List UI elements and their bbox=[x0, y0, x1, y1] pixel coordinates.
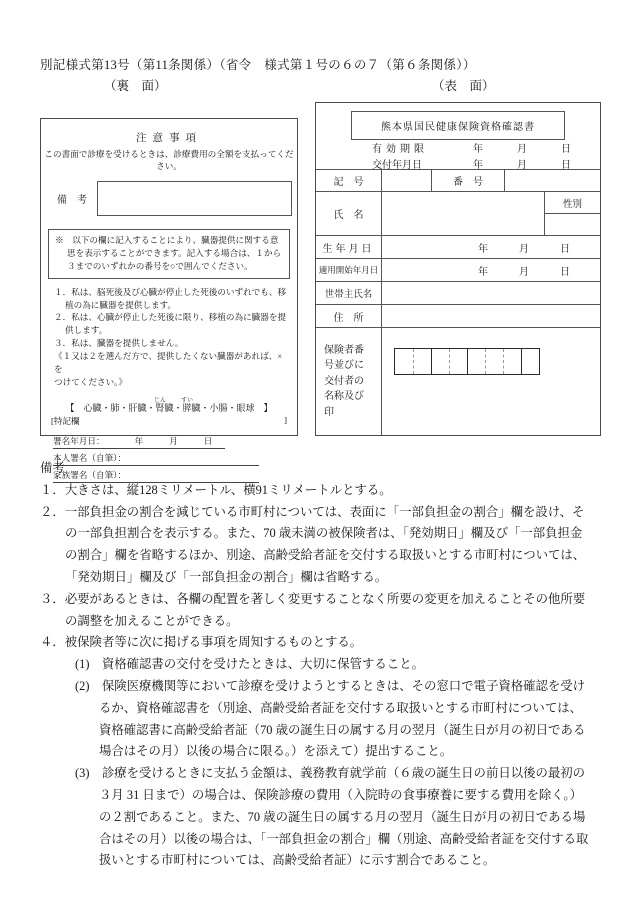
notice-body: この書面で診療を受けるときは、診療費用の全額を支払ってください。 bbox=[44, 149, 294, 171]
valid-until-month: 月 bbox=[517, 144, 527, 155]
issue-date-label: 交付年月日 bbox=[372, 160, 422, 171]
apply-start-year: 年 bbox=[478, 266, 488, 278]
valid-until-label: 有効期限 bbox=[372, 144, 428, 155]
donor-note-line-1: 《１又は２を選んだ方で、提供したくない臓器があれば、×を bbox=[54, 351, 283, 375]
note-item-4-3: (3) 診療を受けるときに支払う金額は、義務教育就学前（６歳の誕生日の前日以後の最初の３月 31 日まで）の場合は、保険診療の費用（入院時の食事療養に要する費用を除く。）の２割であること。また、70 歳の誕生日の属する月の翌月（誕生日が月の初日である場合はその月）以後の場合は、「一部負担金の割合」欄（別途、高齢受給者証を交付する取扱いとする市町村については、高齢受給者証）に示す割合であること。 bbox=[75, 766, 589, 868]
signature-date-year: 年 bbox=[134, 435, 144, 446]
name-label: 氏 名 bbox=[316, 192, 382, 235]
insurer-row bbox=[316, 327, 600, 435]
apply-start-label: 適用開始年月日 bbox=[316, 259, 382, 281]
special-field-close: ] bbox=[284, 414, 287, 425]
organ-list-post: 臓・小腸・眼球 】 bbox=[191, 402, 273, 413]
insurer-digit-box[interactable] bbox=[521, 349, 539, 374]
organ-list-mid: 臓・ bbox=[164, 402, 183, 413]
birth-day: 日 bbox=[560, 243, 570, 255]
donor-intro-box bbox=[48, 229, 290, 279]
donor-options bbox=[54, 286, 287, 389]
sex-column bbox=[544, 192, 600, 235]
insurer-digit-box[interactable] bbox=[449, 349, 467, 374]
note-item-2: ２．一部負担金の割合を減じている市町村については、表面に「一部負担金の割合」欄を設け、その一部負担割合を表示する。また、70 歳未満の被保険者は、「発効期日」欄及び「一部負担金の割合」欄を省略するほか、別途、高齢受給者証を交付する取扱いとする市町村については、「発効期日」欄及び「一部負担金の割合」欄は省略する。 bbox=[40, 504, 586, 584]
notice-title: 注意事項 bbox=[136, 133, 202, 144]
householder-label: 世帯主氏名 bbox=[316, 282, 382, 304]
front-card bbox=[315, 102, 601, 436]
back-side-label: （裏 面） bbox=[104, 79, 167, 93]
notes-section bbox=[40, 458, 592, 872]
birth-row bbox=[316, 235, 600, 258]
signature-date-day: 日 bbox=[203, 435, 213, 446]
organ-kidney-ruby: じん bbox=[153, 397, 166, 404]
birth-label: 生年月日 bbox=[316, 236, 382, 258]
form-heading: 別記様式第13号（第11条関係）（省令 様式第１号の６の７（第６条関係）） bbox=[40, 58, 476, 72]
address-row bbox=[316, 304, 600, 327]
front-side-label: （表 面） bbox=[432, 79, 495, 93]
issue-date-day: 日 bbox=[561, 160, 571, 171]
apply-start-row bbox=[316, 258, 600, 281]
donor-intro-text: ※ 以下の欄に記入することにより、臓器提供に関する意思を表示することができます。記入する場合は、１から３までのいずれかの番号を○で囲んでください。 bbox=[55, 235, 282, 271]
symbol-label: 記 号 bbox=[316, 170, 382, 191]
card-header bbox=[316, 103, 600, 169]
organ-kidney-base: 腎 bbox=[153, 402, 166, 413]
insurer-digit-box[interactable] bbox=[413, 349, 431, 374]
sex-value-cell[interactable] bbox=[545, 214, 600, 235]
insurer-digit-box[interactable] bbox=[395, 349, 413, 374]
householder-value-cell[interactable] bbox=[382, 282, 600, 304]
organ-pancreas-ruby: すい bbox=[181, 397, 194, 404]
insurer-label: 保険者番号並びに交付者の名称及び印 bbox=[316, 328, 382, 435]
signature-self-label: 本人署名（自筆）： bbox=[53, 452, 127, 463]
back-card bbox=[40, 118, 298, 480]
number-label: 番 号 bbox=[432, 170, 505, 191]
symbol-value-cell[interactable] bbox=[382, 170, 432, 191]
signature-date-line[interactable] bbox=[53, 435, 225, 449]
note-item-4: ４．被保険者等に次に掲げる事項を周知するものとする。 bbox=[40, 635, 363, 650]
signature-family-label: 家族署名（自筆）： bbox=[53, 469, 127, 480]
birth-month: 月 bbox=[519, 243, 529, 255]
organ-ruby-pancreas bbox=[181, 397, 194, 413]
donor-note-line-2: つけてください。》 bbox=[54, 376, 128, 387]
householder-row bbox=[316, 281, 600, 304]
donor-option-2: ２．私は、心臓が停止した死後に限り、移植の為に臓器を提供します。 bbox=[54, 312, 287, 336]
apply-start-month: 月 bbox=[519, 266, 529, 278]
sex-label: 性別 bbox=[545, 192, 600, 214]
valid-until-day: 日 bbox=[561, 144, 571, 155]
insurer-digit-box[interactable] bbox=[467, 349, 485, 374]
note-item-4-2: (2) 保険医療機関等において診療を受けようとするときは、その窓口で電子資格確認を受けるか、資格確認書を（別途、高齢受給者証を交付する取扱いとする市町村については、資格確認書に高齢受給者証（70 歳の誕生日の属する月の翌月（誕生日が月の初日である場合はその月）以後の場合に限る。）を添えて）提出すること。 bbox=[75, 678, 586, 759]
special-field-open: [特記欄 bbox=[51, 415, 80, 426]
birth-year: 年 bbox=[478, 243, 488, 255]
remarks-row bbox=[57, 181, 292, 216]
insurer-number-digit-boxes[interactable] bbox=[394, 348, 540, 375]
donor-option-1: １．私は、脳死後及び心臓が停止した死後のいずれでも、移植の為に臓器を提供します。 bbox=[54, 286, 287, 310]
apply-start-value-cell[interactable] bbox=[382, 259, 600, 281]
insurer-digit-box[interactable] bbox=[431, 349, 449, 374]
special-field[interactable] bbox=[51, 415, 287, 427]
organ-list-pre: 【 心臓・肺・肝臓・ bbox=[65, 402, 156, 413]
birth-value-cell[interactable] bbox=[382, 236, 600, 258]
signature-date-label: 署名年月日： bbox=[53, 435, 105, 446]
valid-until-year: 年 bbox=[473, 144, 483, 155]
card-title: 熊本県国民健康保険資格確認書 bbox=[351, 111, 565, 140]
insurer-digit-box[interactable] bbox=[503, 349, 521, 374]
symbol-number-row bbox=[316, 169, 600, 191]
apply-start-day: 日 bbox=[560, 266, 570, 278]
number-value-cell[interactable] bbox=[505, 170, 600, 191]
note-item-3: ３．必要があるときは、各欄の配置を著しく変更することなく所要の変更を加えることその他所要の調整を加えることができる。 bbox=[40, 591, 586, 628]
address-value-cell[interactable] bbox=[382, 305, 600, 327]
note-item-1: １．大きさは、縦128ミリメートル、横91ミリメートルとする。 bbox=[40, 482, 392, 497]
notes-heading: 備考 bbox=[40, 461, 65, 475]
name-value-cell[interactable] bbox=[382, 192, 544, 235]
insurer-value-cell[interactable] bbox=[382, 328, 600, 435]
organ-pancreas-base: 膵 bbox=[181, 402, 194, 413]
signature-date-month: 月 bbox=[169, 435, 178, 446]
donor-option-3: ３．私は、臓器を提供しません。 bbox=[54, 338, 184, 349]
address-label: 住 所 bbox=[316, 305, 382, 327]
remarks-input-box[interactable] bbox=[97, 181, 292, 216]
note-item-4-1: (1) 資格確認書の交付を受けたときは、大切に保管すること。 bbox=[75, 657, 424, 672]
valid-until-row bbox=[372, 144, 600, 156]
organ-list bbox=[41, 398, 297, 414]
insurer-digit-box[interactable] bbox=[485, 349, 503, 374]
remarks-label: 備 考 bbox=[57, 195, 87, 206]
issue-date-month: 月 bbox=[517, 160, 527, 171]
name-row bbox=[316, 191, 600, 235]
issue-date-year: 年 bbox=[473, 160, 483, 171]
